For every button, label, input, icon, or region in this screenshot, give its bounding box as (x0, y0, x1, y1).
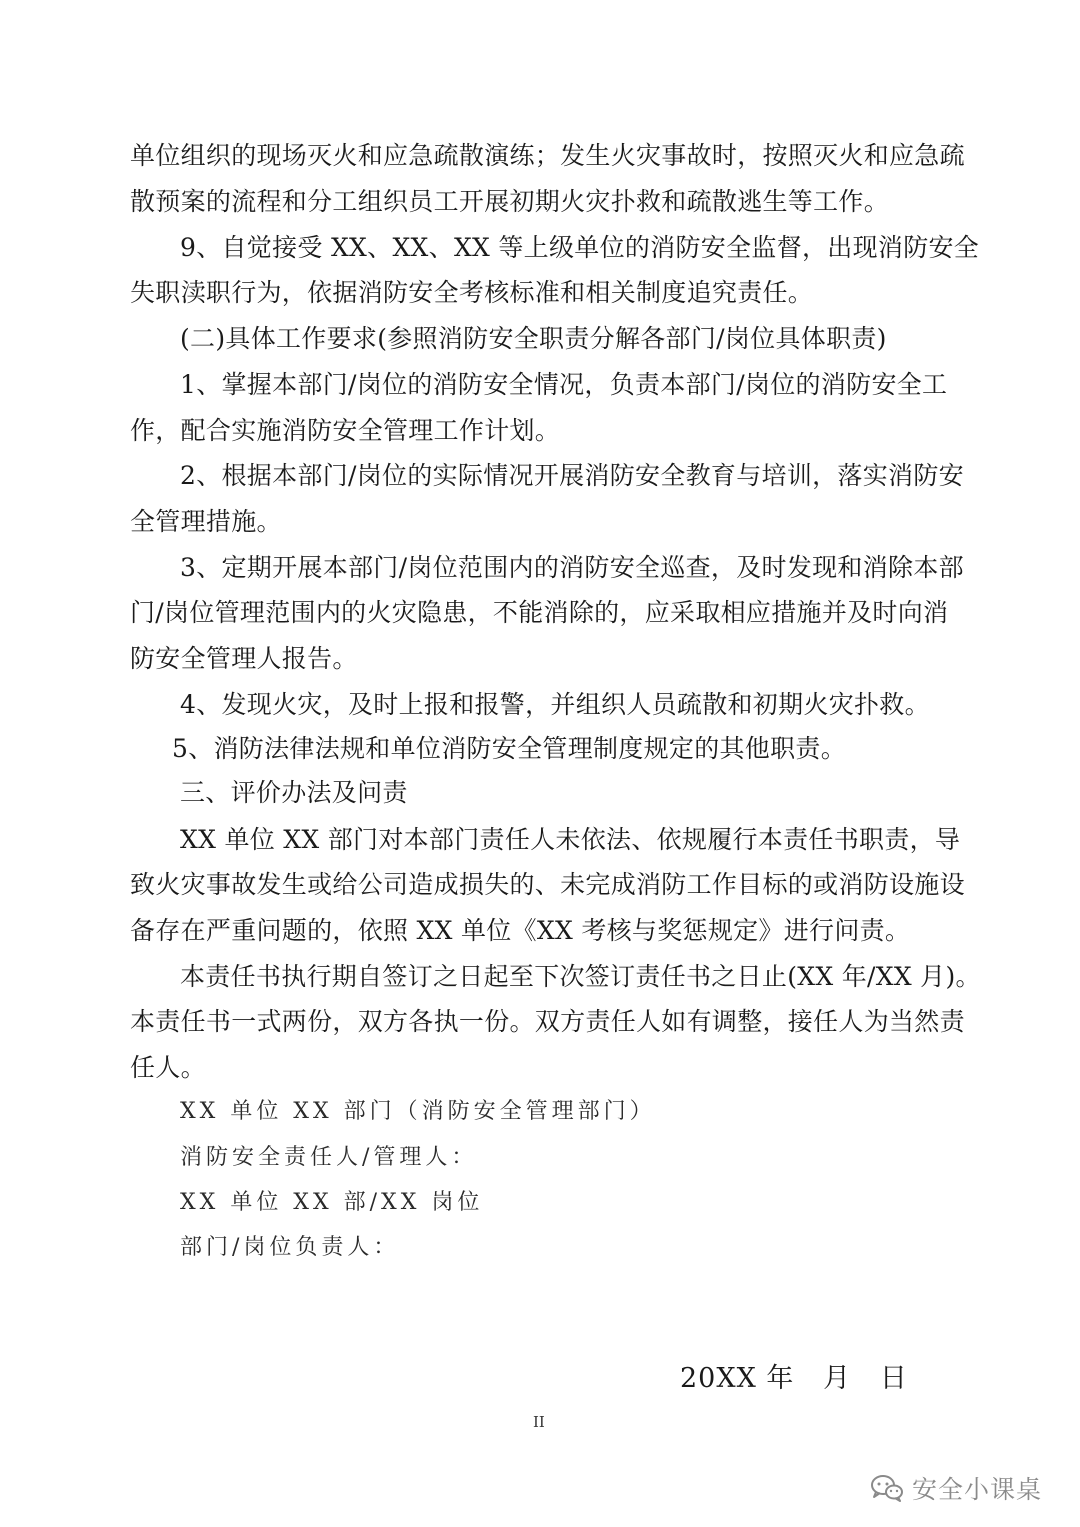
body-line: 防安全管理人报告。 (130, 644, 358, 673)
body-line: 本责任书一式两份，双方各执一份。双方责任人如有调整，接任人为当然责 (130, 1007, 965, 1036)
body-line: 全管理措施。 (130, 507, 282, 536)
page-number: II (533, 1413, 545, 1431)
section-heading: 三、评价办法及问责 (180, 778, 408, 807)
clause-4-line: 4、发现火灾，及时上报和报警，并组织人员疏散和初期火灾扑救。 (180, 690, 930, 719)
body-line: 致火灾事故发生或给公司造成损失的、未完成消防工作目标的或消防设施设 (130, 870, 965, 899)
body-line: XX 单位 XX 部门对本部门责任人未依法、依规履行本责任书职责，导 (180, 825, 961, 854)
clause-5-line: 5、消防法律法规和单位消防安全管理制度规定的其他职责。 (172, 734, 847, 763)
body-line: 散预案的流程和分工组织员工开展初期火灾扑救和疏散逃生等工作。 (130, 187, 890, 216)
clause-9-line: 9、自觉接受 XX、XX、XX 等上级单位的消防安全监督，出现消防安全 (180, 233, 980, 262)
watermark (870, 1470, 1042, 1506)
signature-unit-post: XX 单位 XX 部/XX 岗位 (180, 1190, 484, 1215)
body-line: 失职渎职行为，依据消防安全考核标准和相关制度追究责任。 (130, 278, 814, 307)
clause-1-line: 1、掌握本部门/岗位的消防安全情况，负责本部门/岗位的消防安全工 (180, 370, 948, 399)
clause-3-line: 3、定期开展本部门/岗位范围内的消防安全巡查，及时发现和消除本部 (180, 553, 964, 582)
body-line: 备存在严重问题的，依照 XX 单位《XX 考核与奖惩规定》进行问责。 (130, 916, 911, 945)
body-line: 门/岗位管理范围内的火灾隐患，不能消除的，应采取相应措施并及时向消 (130, 598, 949, 627)
body-line: 任人。 (130, 1053, 206, 1082)
signature-date: 20XX 年 月 日 (680, 1363, 908, 1394)
section-heading: (二)具体工作要求(参照消防安全职责分解各部门/岗位具体职责) (180, 324, 887, 353)
body-line: 单位组织的现场灭火和应急疏散演练；发生火灾事故时，按照灭火和应急疏 (130, 141, 965, 170)
clause-2-line: 2、根据本部门/岗位的实际情况开展消防安全教育与培训，落实消防安 (180, 461, 964, 490)
watermark-text: 安全小课桌 (912, 1475, 1043, 1504)
body-line: 作，配合实施消防安全管理工作计划。 (130, 416, 561, 445)
signature-post-head: 部门/岗位负责人： (180, 1235, 400, 1260)
wechat-icon (870, 1474, 904, 1502)
signature-responsible-person: 消防安全责任人/管理人： (180, 1145, 478, 1170)
signature-unit-dept: XX 单位 XX 部门（消防安全管理部门） (180, 1099, 656, 1124)
term-line: 本责任书执行期自签订之日起至下次签订责任书之日止(XX 年/XX 月)。 (180, 962, 981, 991)
